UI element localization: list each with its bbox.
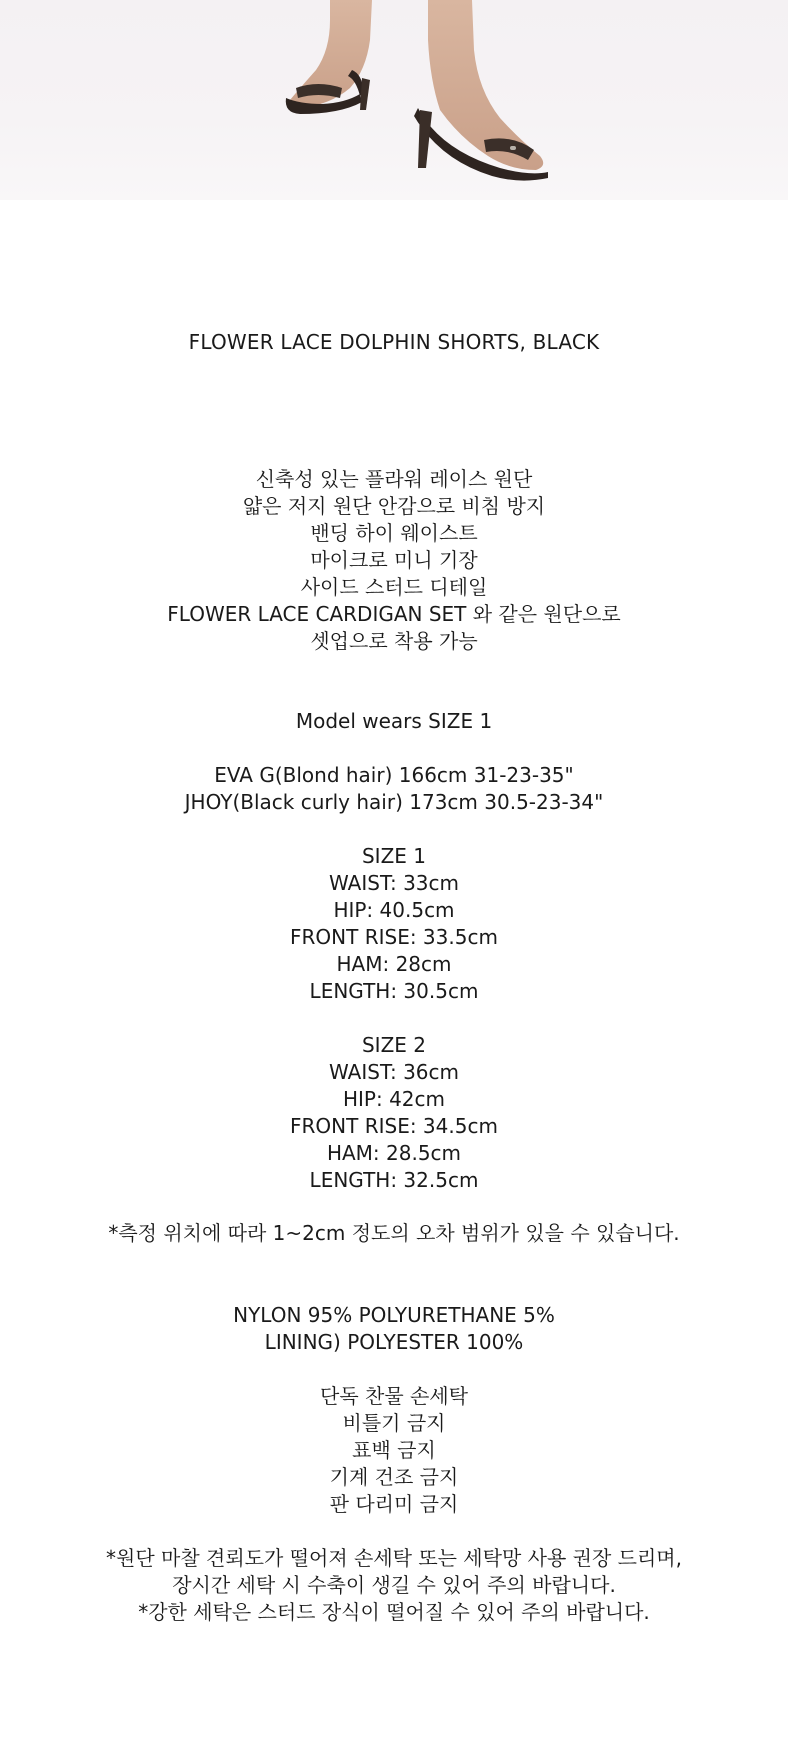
size-measure: HAM: 28.5cm — [326, 1141, 462, 1165]
care-note-line: 장시간 세탁 시 수축이 생길 수 있어 주의 바랍니다. — [172, 1573, 616, 1597]
measure-note-text: *측정 위치에 따라 1~2cm 정도의 오차 범위가 있을 수 있습니다. — [108, 1221, 680, 1245]
product-photo — [0, 0, 788, 200]
model-wears-text: Model wears SIZE 1 — [295, 709, 493, 733]
description-line: 신축성 있는 플라워 레이스 원단 — [255, 467, 533, 491]
model-feet-illustration — [0, 0, 788, 200]
size-1-spec — [0, 843, 788, 1005]
product-title: FLOWER LACE DOLPHIN SHORTS, BLACK — [188, 330, 600, 354]
model-info: EVA G(Blond hair) 166cm 31-23-35" — [214, 763, 574, 787]
description-line: FLOWER LACE CARDIGAN SET 와 같은 원단으로 — [167, 602, 621, 626]
care-notes — [0, 1545, 788, 1626]
size-measure: WAIST: 36cm — [329, 1060, 459, 1084]
model-wears — [0, 708, 788, 735]
size-measure: FRONT RISE: 34.5cm — [290, 1114, 498, 1138]
care-note-line: *원단 마찰 견뢰도가 떨어져 손세탁 또는 세탁망 사용 권장 드리며, — [106, 1546, 682, 1570]
measure-note — [0, 1220, 788, 1247]
care-note-line: *강한 세탁은 스터드 장식이 떨어질 수 있어 주의 바랍니다. — [138, 1600, 650, 1624]
description-line: 얇은 저지 원단 안감으로 비침 방지 — [242, 494, 546, 518]
size-measure: LENGTH: 30.5cm — [309, 979, 479, 1003]
size-measure: HIP: 40.5cm — [333, 898, 455, 922]
care-line: 판 다리미 금지 — [329, 1492, 459, 1516]
model-info: JHOY(Black curly hair) 173cm 30.5-23-34" — [184, 790, 604, 814]
fabric-line: LINING) POLYESTER 100% — [264, 1330, 524, 1354]
size-name: SIZE 1 — [361, 844, 426, 868]
size-2-spec — [0, 1032, 788, 1194]
description-line: 셋업으로 착용 가능 — [310, 629, 478, 653]
description-line: 사이드 스터드 디테일 — [300, 575, 488, 599]
care-line: 기계 건조 금지 — [329, 1465, 459, 1489]
description-line: 마이크로 미니 기장 — [310, 548, 478, 572]
description-line: 밴딩 하이 웨이스트 — [310, 521, 478, 545]
size-measure: LENGTH: 32.5cm — [309, 1168, 479, 1192]
model-list — [0, 762, 788, 816]
size-measure: WAIST: 33cm — [329, 871, 459, 895]
fabric-line: NYLON 95% POLYURETHANE 5% — [233, 1303, 555, 1327]
description — [0, 466, 788, 655]
size-name: SIZE 2 — [361, 1033, 426, 1057]
fabric-composition — [0, 1302, 788, 1356]
care-line: 표백 금지 — [352, 1438, 436, 1462]
care-line: 비틀기 금지 — [342, 1411, 446, 1435]
care-line: 단독 찬물 손세탁 — [320, 1384, 468, 1408]
care-instructions — [0, 1383, 788, 1518]
size-measure: FRONT RISE: 33.5cm — [290, 925, 498, 949]
size-measure: HAM: 28cm — [336, 952, 452, 976]
size-measure: HIP: 42cm — [342, 1087, 446, 1111]
